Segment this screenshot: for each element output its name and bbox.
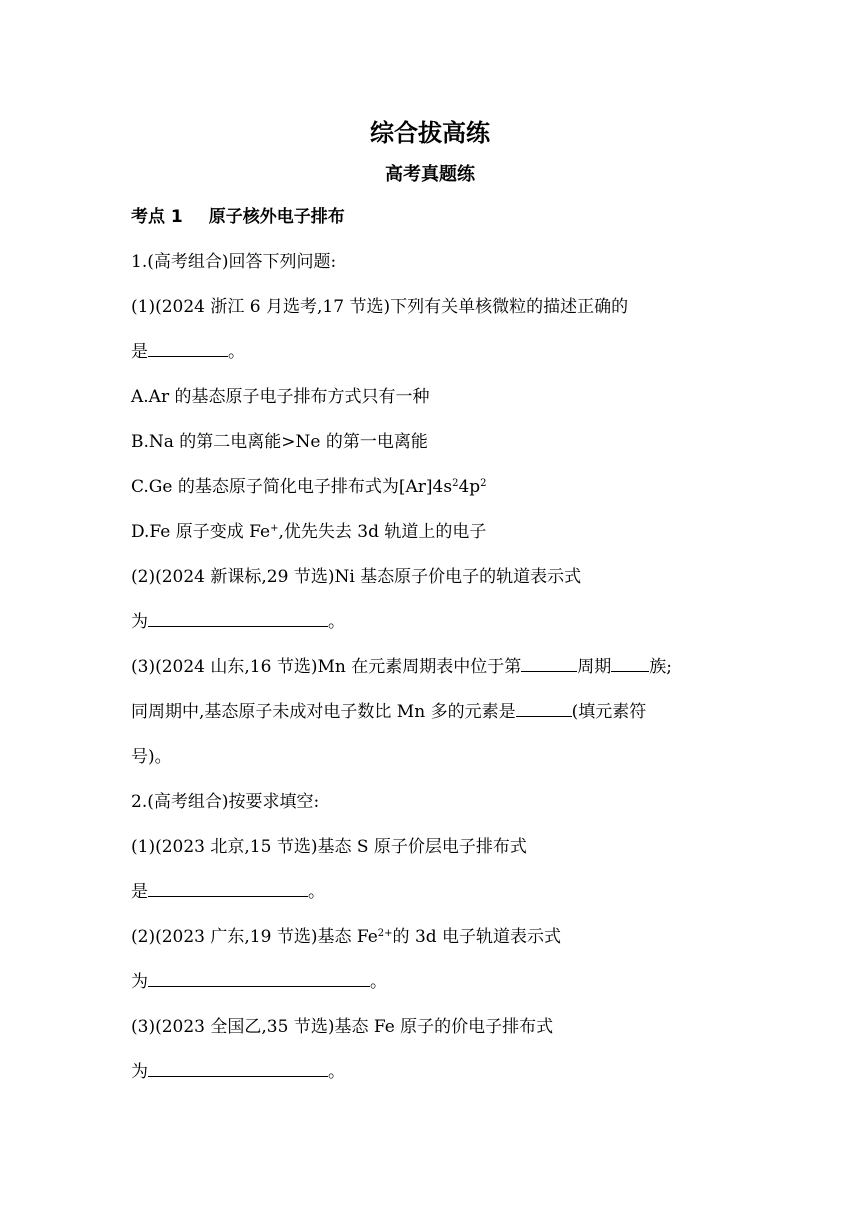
q2-part2-text-a: (2)(2023 广东,19 节选)基态 Fe (131, 927, 378, 947)
section-name: 原子核外电子排布 (208, 207, 345, 227)
q2-part2-line1 (131, 925, 561, 949)
answer-blank[interactable] (148, 880, 308, 897)
q1-part3-line2-b: (填元素符 (571, 702, 647, 722)
q1-part2-prefix: 为 (131, 612, 148, 632)
answer-blank[interactable] (611, 655, 649, 672)
q1-part2-line1: (2)(2024 新课标,29 节选)Ni 基态原子价电子的轨道表示式 (131, 567, 582, 587)
end-mark: 。 (328, 612, 345, 632)
q1-stem: 1.(高考组合)回答下列问题: (131, 252, 337, 272)
q2-part3-prefix: 为 (131, 1062, 148, 1082)
q1-part3-line2 (131, 700, 646, 724)
q1-part1-line1: (1)(2024 浙江 6 月选考,17 节选)下列有关单核微粒的描述正确的 (131, 297, 629, 317)
q1-option-a: A.Ar 的基态原子电子排布方式只有一种 (131, 387, 430, 407)
section-heading (131, 205, 345, 229)
section-label: 考点 1 (131, 207, 183, 227)
option-d-sup: + (270, 523, 279, 534)
option-c-text: C.Ge 的基态原子简化电子排布式为[Ar]4s (131, 477, 453, 497)
q2-part3-line2 (131, 1060, 345, 1084)
answer-blank[interactable] (148, 1060, 328, 1077)
option-d-text-b: ,优先失去 3d 轨道上的电子 (278, 522, 487, 542)
q1-part3-text-b: 周期 (577, 657, 612, 677)
q2-part2-prefix: 为 (131, 972, 148, 992)
answer-blank[interactable] (148, 970, 370, 987)
option-d-text-a: D.Fe 原子变成 Fe (131, 522, 271, 542)
answer-blank[interactable] (148, 610, 328, 627)
page-title: 综合拔高练 (370, 119, 490, 147)
end-mark: 。 (328, 1062, 345, 1082)
page-subtitle: 高考真题练 (385, 164, 475, 185)
answer-blank[interactable] (516, 700, 572, 717)
q2-part1-line2 (131, 880, 325, 904)
q1-part3-line1 (131, 655, 672, 679)
answer-blank[interactable] (148, 340, 228, 357)
option-c-mid: 4p (458, 477, 481, 497)
q2-part1-prefix: 是 (131, 882, 148, 902)
option-c-sup-2: 2 (480, 478, 487, 489)
q2-stem: 2.(高考组合)按要求填空: (131, 792, 320, 812)
q1-part3-line2-a: 同周期中,基态原子未成对电子数比 Mn 多的元素是 (131, 702, 516, 722)
q2-part2-sup: 2+ (377, 928, 393, 939)
end-mark: 。 (228, 342, 245, 362)
q2-part1-line1: (1)(2023 北京,15 节选)基态 S 原子价层电子排布式 (131, 837, 527, 857)
q1-option-b: B.Na 的第二电离能>Ne 的第一电离能 (131, 432, 428, 452)
q1-part3-text-a: (3)(2024 山东,16 节选)Mn 在元素周期表中位于第 (131, 657, 522, 677)
q1-part3-text-c: 族; (649, 657, 672, 677)
q1-part1-line2 (131, 340, 245, 364)
q2-part3-line1: (3)(2023 全国乙,35 节选)基态 Fe 原子的价电子排布式 (131, 1017, 554, 1037)
q2-part2-text-b: 的 3d 电子轨道表示式 (392, 927, 562, 947)
q1-part3-line3: 号)。 (131, 747, 172, 767)
answer-blank[interactable] (521, 655, 577, 672)
end-mark: 。 (370, 972, 387, 992)
q1-part1-prefix: 是 (131, 342, 148, 362)
q1-part2-line2 (131, 610, 345, 634)
q2-part2-line2 (131, 970, 387, 994)
q1-option-c (131, 475, 487, 499)
end-mark: 。 (308, 882, 325, 902)
option-c-sup-1: 2 (452, 478, 459, 489)
q1-option-d (131, 520, 486, 544)
